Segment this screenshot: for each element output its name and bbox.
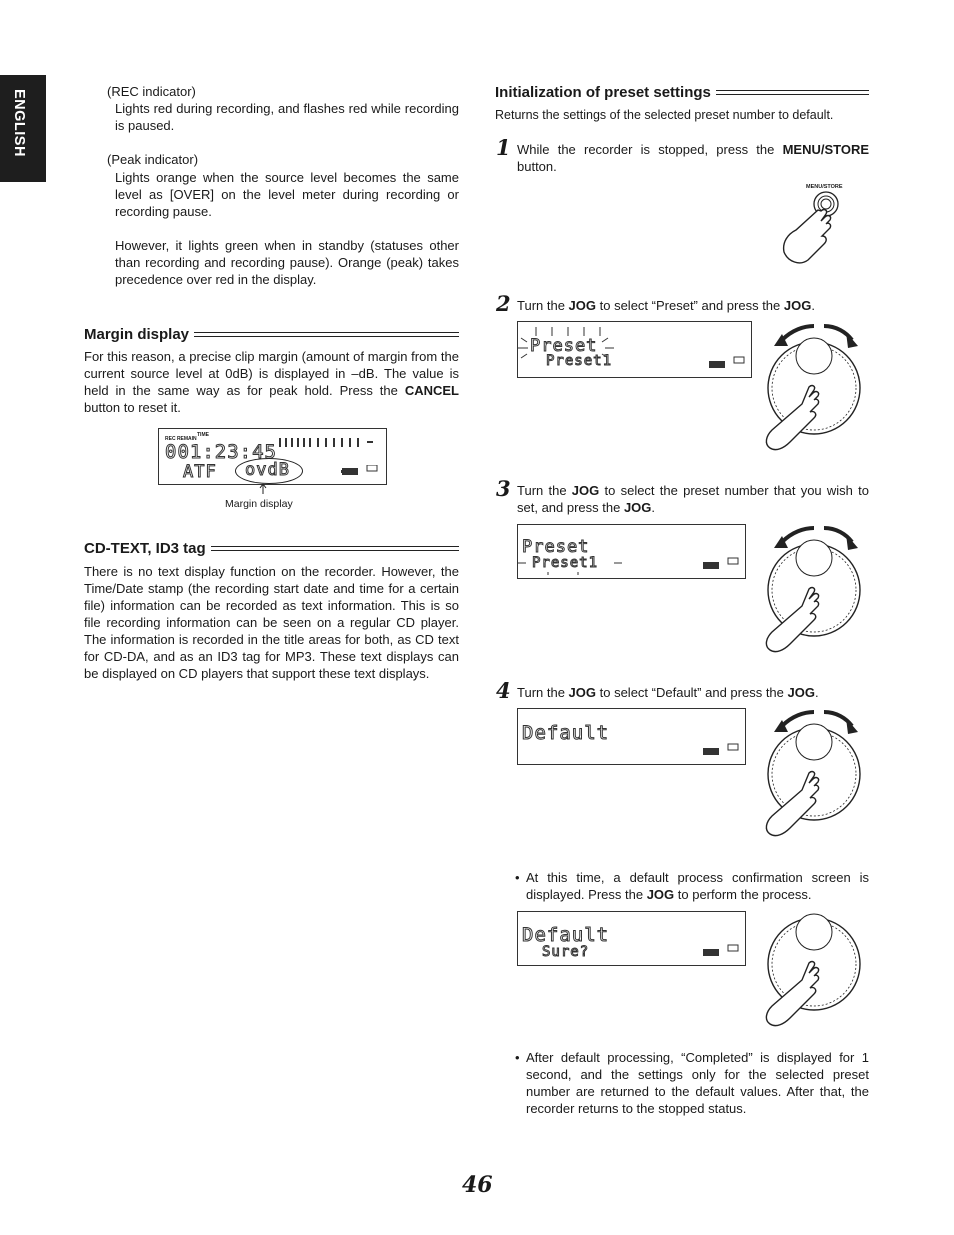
bullet-2: [515, 1049, 869, 1117]
margin-body-text: For this reason, a precise clip margin (amount of margin from the current source level at 0dB) is displayed in –dB. The value is held in the same way as for peak hold. Press the: [84, 349, 459, 398]
margin-display-body: [84, 348, 459, 416]
step-4-text-c: .: [814, 685, 819, 700]
step-3-lcd: [517, 524, 746, 579]
bullet-1: [515, 869, 869, 903]
step-1-number: 1: [496, 135, 511, 160]
language-label: ENGLISH: [11, 89, 27, 157]
step-1-text-a: While the recorder is stopped, press the: [517, 142, 783, 157]
step-4-text-a: Turn the: [517, 685, 569, 700]
step-4-text-b: to select “Default” and press the: [596, 685, 788, 700]
step-2-lcd-line-2: Preset1: [546, 353, 613, 369]
step-3-text-a: Turn the: [517, 483, 572, 498]
jog-dial-icon: [752, 704, 872, 844]
cdtext-heading-text: CD-TEXT, ID3 tag: [84, 540, 206, 557]
step-2-lcd: [517, 321, 752, 378]
battery-icon: [341, 465, 381, 477]
rec-indicator-body: Lights red during recording, and flashes red while recording is paused.: [115, 101, 459, 133]
jog-dial-icon: [752, 520, 872, 660]
battery-icon: [708, 356, 746, 370]
jog-dial-icon: [752, 318, 872, 458]
bullet-dot: •: [515, 870, 520, 885]
step-2-number: 2: [496, 291, 511, 316]
confirm-lcd-line-2: Sure?: [542, 944, 590, 960]
battery-icon: [702, 743, 740, 757]
bullet-1-text: At this time, a default process confirmation screen is displayed. Press the: [526, 870, 869, 902]
battery-icon: [702, 557, 740, 571]
step-2-text: [517, 297, 869, 314]
lcd-margin-value: ovdB: [245, 460, 290, 480]
lcd-time-digits: 001:23:45: [165, 441, 277, 463]
step-4-number: 4: [496, 678, 511, 703]
language-tab: [0, 75, 46, 182]
step-1-text: [517, 141, 869, 175]
margin-display-heading: [84, 325, 459, 344]
peak-indicator-body-1: Lights orange when the source level becomes the same level as [OVER] on the level meter during recording or recording pause.: [115, 170, 459, 219]
margin-body-text-end: button to reset it.: [84, 400, 181, 415]
step-2-lcd-line-1: Preset: [530, 336, 598, 356]
menu-store-press-illustration: [774, 190, 854, 270]
step-4-bold-b: JOG: [787, 685, 815, 700]
battery-icon: [702, 944, 740, 958]
arrow-up-icon: [258, 483, 268, 495]
confirm-lcd-line-1: Default: [522, 924, 610, 946]
lcd-mode: ATF: [183, 462, 217, 482]
step-4-bold-a: JOG: [568, 685, 597, 700]
step-3-text: [517, 482, 869, 516]
bullet-2-text: After default processing, “Completed” is displayed for 1 second, and the settings only for the selected preset number are returned to the default values. After that, the recorder returns to the stopped status.: [526, 1050, 869, 1116]
step-2-text-b: to select “Preset” and press the: [596, 298, 784, 313]
bullet-1-text-end: to perform the process.: [674, 887, 812, 902]
cancel-button-name: CANCEL: [404, 383, 459, 398]
step-4-lcd-line-1: Default: [522, 722, 610, 744]
menu-store-button-label: MENU/STORE: [806, 184, 843, 190]
page-number: 46: [462, 1172, 493, 1198]
step-2-bold-a: JOG: [568, 298, 597, 313]
step-3-bold-a: JOG: [571, 483, 600, 498]
confirm-lcd: [517, 911, 746, 966]
step-2-text-a: Turn the: [517, 298, 569, 313]
lcd-rec-remain-label: REC REMAIN: [165, 436, 197, 442]
lcd-level-meter: [277, 435, 377, 449]
step-1-text-b: button.: [517, 159, 557, 174]
margin-display-lcd: [158, 428, 387, 485]
jog-press-icon: [752, 900, 872, 1040]
lcd-time-label: TIME: [197, 432, 209, 438]
peak-indicator-title: (Peak indicator): [107, 152, 199, 167]
hand-pointer-icon: [784, 210, 831, 263]
bullet-1-bold: JOG: [646, 887, 675, 902]
margin-display-heading-text: Margin display: [84, 326, 190, 343]
cdtext-body: There is no text display function on the recorder. However, the Time/Date stamp (the recording start date and time for a certain file) information can be recorded as text information. This is so file recording information can be seen on a regular CD player. The information is recorded in the title areas for both, as CD text for CD-DA, and as an ID3 tag for MP3. These text displays can be displayed on CD players that support these text displays.: [84, 564, 459, 681]
step-2-text-c: .: [811, 298, 815, 313]
step-3-number: 3: [496, 476, 511, 501]
bullet-dot: •: [515, 1050, 520, 1065]
init-preset-intro: Returns the settings of the selected preset number to default.: [495, 108, 834, 122]
lcd-caption: Margin display: [225, 498, 293, 510]
peak-indicator-body-2: However, it lights green when in standby (statuses other than recording and recording pause). Orange (peak) takes precedence over red in the display.: [115, 238, 459, 287]
step-3-lcd-line-1: Preset: [522, 537, 590, 557]
step-3-text-b: to select the preset number that you wish to set, and press the: [517, 483, 869, 515]
step-4-text: [517, 684, 869, 701]
cdtext-heading: [84, 539, 459, 558]
step-3-lcd-line-2: Preset1: [532, 555, 599, 571]
init-preset-heading-text: Initialization of preset settings: [495, 84, 711, 101]
step-2-bold-b: JOG: [783, 298, 812, 313]
blink-marks: [518, 553, 628, 575]
step-4-lcd: [517, 708, 746, 765]
init-preset-heading: [495, 83, 869, 102]
rec-indicator-title: (REC indicator): [107, 84, 196, 99]
step-3-text-c: .: [651, 500, 656, 515]
step-1-bold: MENU/STORE: [782, 142, 869, 157]
step-3-bold-b: JOG: [623, 500, 652, 515]
